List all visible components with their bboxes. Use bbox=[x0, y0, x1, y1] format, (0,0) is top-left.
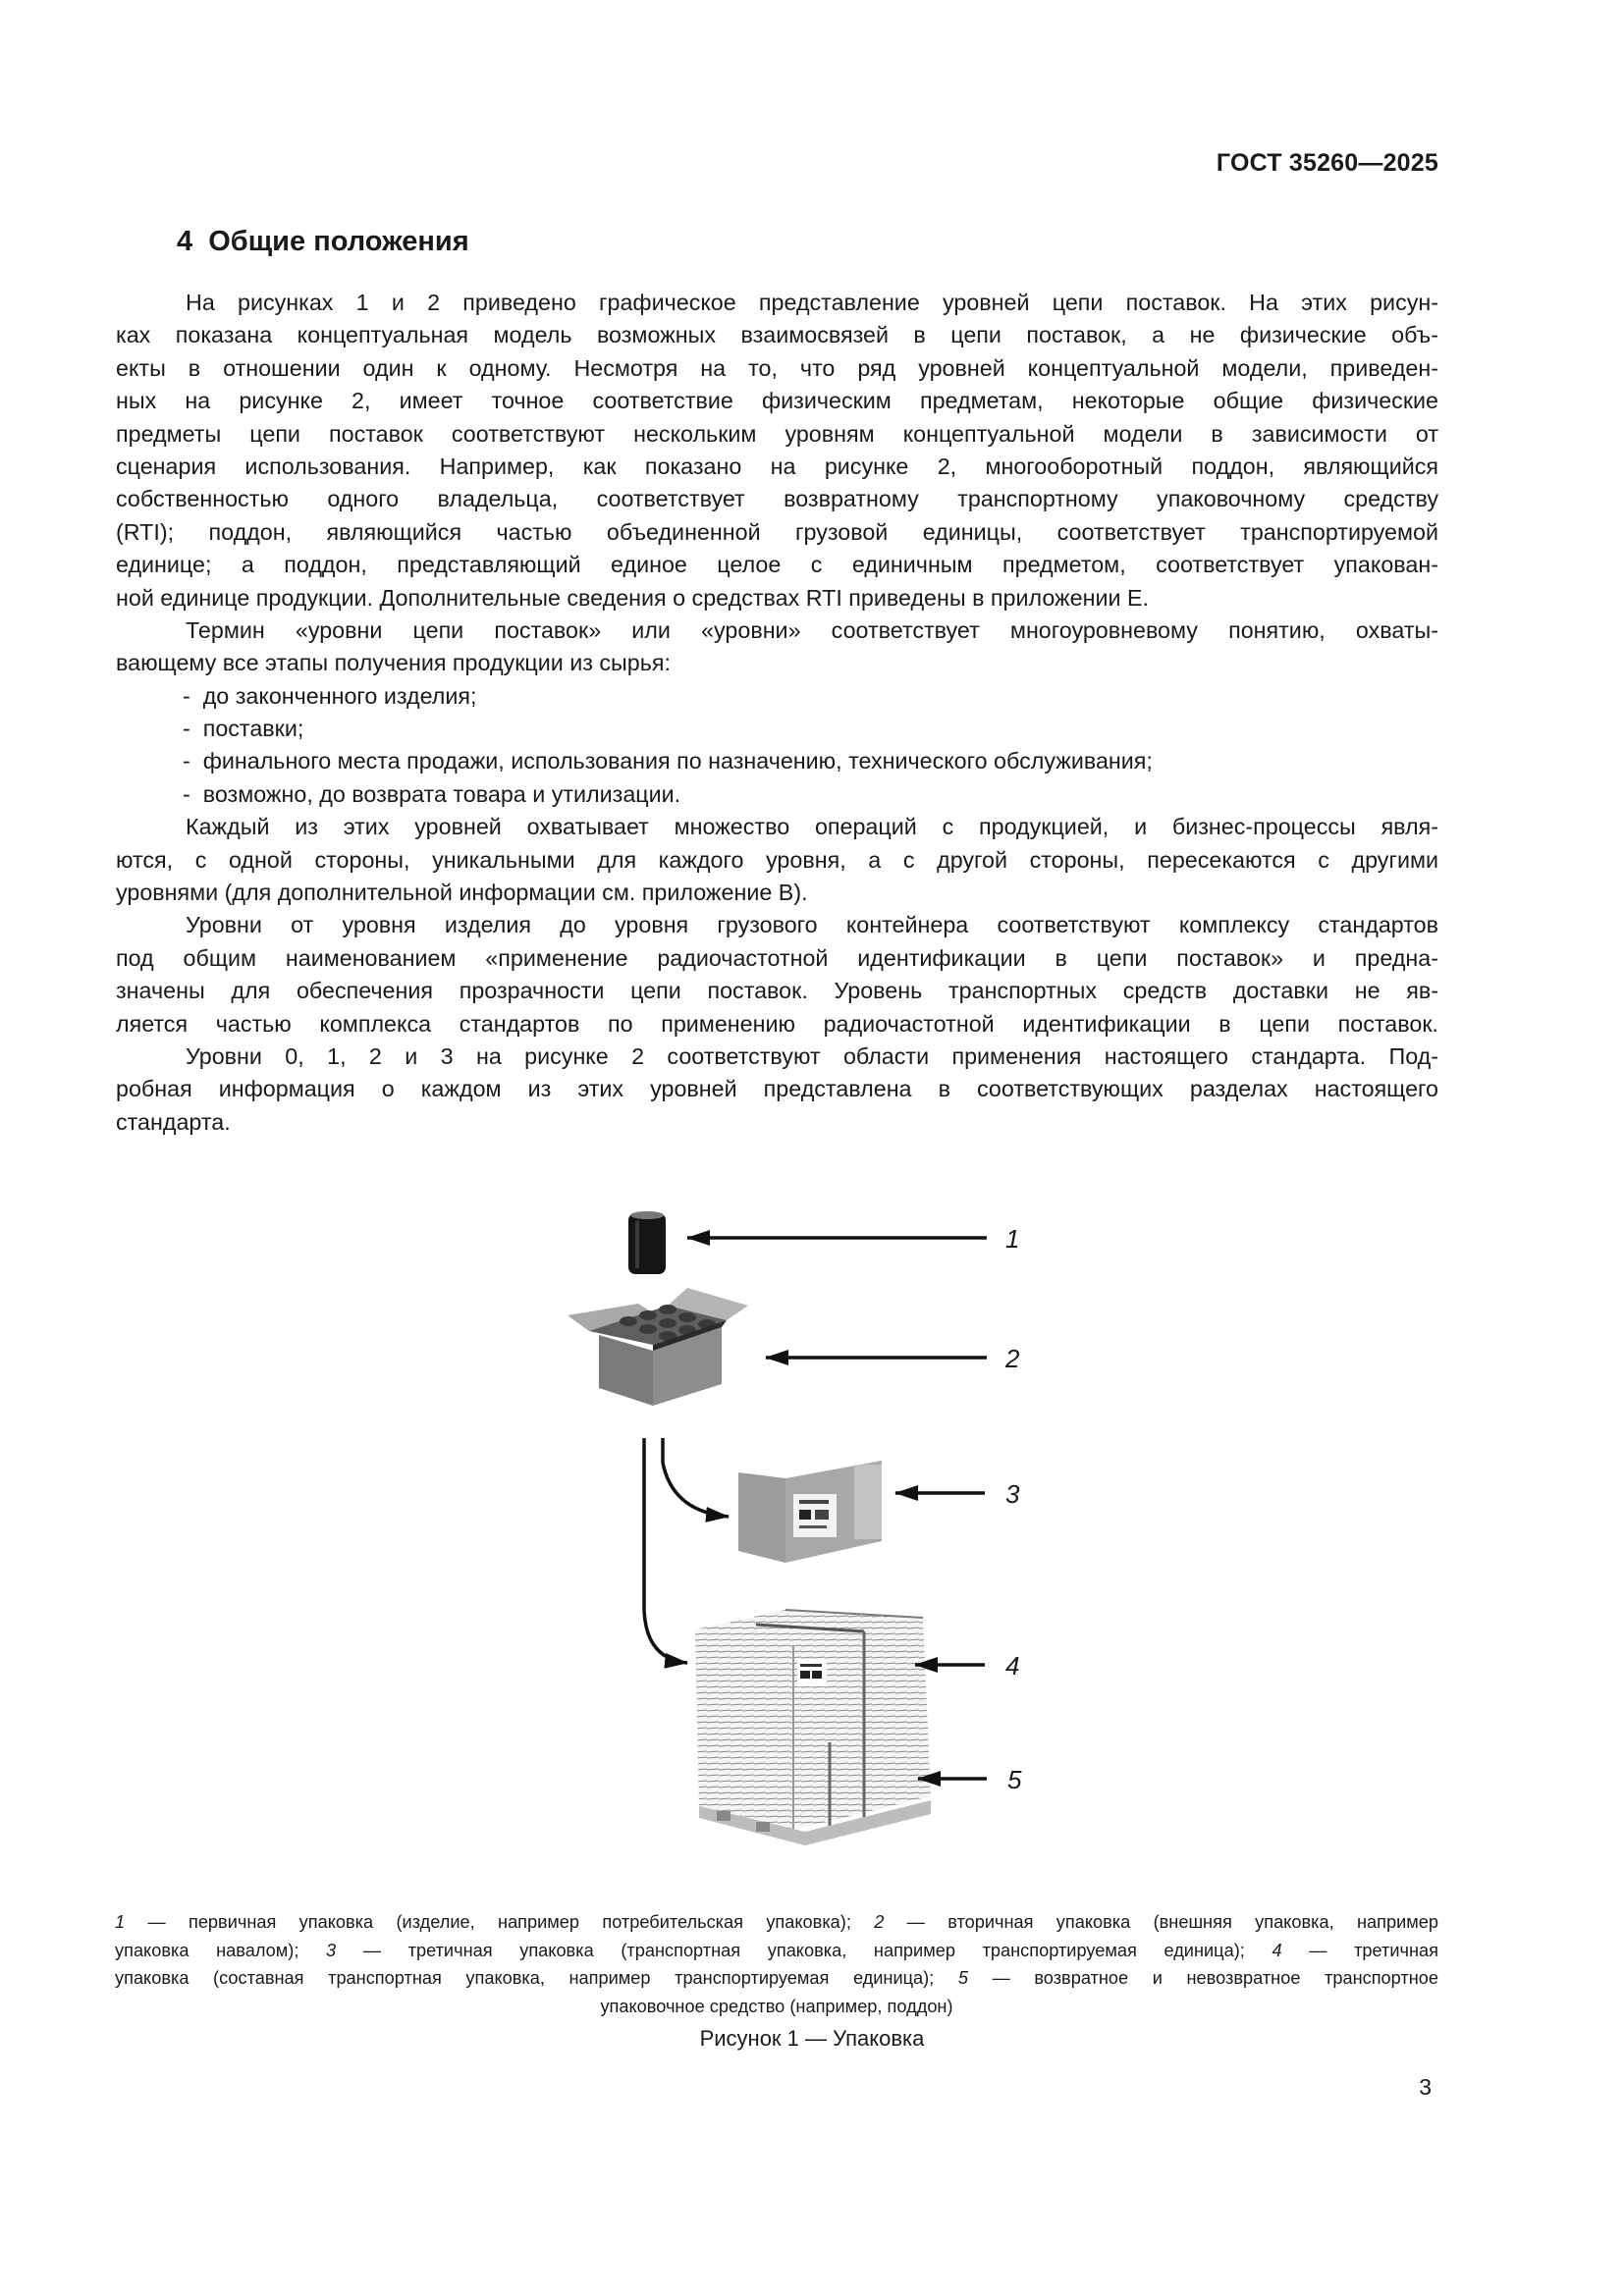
paragraph-line: уровнями (для дополнительной информации см. приложение В). bbox=[116, 880, 808, 906]
legend-number: 3 bbox=[326, 1940, 337, 1960]
legend-text: упаковка (составная транспортная упаковка, например транспортируемая единица); bbox=[115, 1968, 958, 1989]
paragraph-line: собственностью одного владельца, соответствует возвратному транспортному упаковочному средству bbox=[116, 486, 1438, 512]
paragraph-line: ляется частью комплекса стандартов по применению радиочастотной идентификации в цепи поставок. bbox=[116, 1010, 1438, 1037]
legend-text: — вторичная упаковка (внешняя упаковка, например bbox=[884, 1912, 1438, 1932]
paragraph-line: Термин «уровни цепи поставок» или «уровни» соответствует многоуровневому понятию, охваты- bbox=[186, 616, 1438, 643]
legend-line bbox=[115, 1908, 1438, 1937]
paragraph-line: екты в отношении один к одному. Несмотря на то, что ряд уровней концептуальной модели, приведен- bbox=[116, 354, 1438, 381]
open-box-icon bbox=[568, 1288, 748, 1406]
figure-label-5: 5 bbox=[1007, 1765, 1022, 1794]
figure-label-1: 1 bbox=[1005, 1224, 1020, 1254]
legend-line: упаковочное средство (например, поддон) bbox=[600, 1996, 953, 2016]
paragraph-line: Уровни от уровня изделия до уровня грузового контейнера соответствуют комплексу стандартов bbox=[186, 912, 1438, 938]
paragraph-line: робная информация о каждом из этих уровней представлена в соответствующих разделах настоящего bbox=[116, 1076, 1438, 1102]
carton-icon bbox=[738, 1461, 882, 1563]
paragraph-line: предметы цепи поставок соответствуют нескольким уровням концептуальной модели в зависимости от bbox=[116, 420, 1438, 447]
pallet-load-icon bbox=[695, 1610, 931, 1845]
paragraph-line: На рисунках 1 и 2 приведено графическое представление уровней цепи поставок. На этих рисун- bbox=[186, 290, 1438, 315]
list-item: - финального места продажи, использования по назначению, технического обслуживания; bbox=[183, 748, 1153, 774]
page-number: 3 bbox=[1419, 2074, 1432, 2100]
legend-text: — третичная упаковка (транспортная упаковка, например транспортируемая единица); bbox=[336, 1940, 1272, 1960]
figure-title: Рисунок 1 — Упаковка bbox=[699, 2026, 925, 2051]
body-text bbox=[116, 287, 1438, 1139]
list-item: - до законченного изделия; bbox=[183, 682, 477, 709]
legend-number: 4 bbox=[1272, 1940, 1282, 1960]
legend-number: 1 bbox=[115, 1912, 126, 1932]
paragraph-line: Каждый из этих уровней охватывает множество операций с продукцией, и бизнес-процессы явля- bbox=[186, 814, 1438, 840]
paragraph-line: вающему все этапы получения продукции из сырья: bbox=[116, 650, 671, 676]
figure-packaging bbox=[0, 1178, 1624, 1885]
paragraph-line: ной единице продукции. Дополнительные сведения о средствах RTI приведены в приложении Е. bbox=[116, 584, 1149, 611]
paragraph-line: ются, с одной стороны, уникальными для каждого уровня, а с другой стороны, пересекаются с другими bbox=[116, 846, 1438, 873]
list-item: - возможно, до возврата товара и утилизации. bbox=[183, 780, 681, 807]
figure-label-3: 3 bbox=[1005, 1479, 1020, 1509]
legend-text: упаковка навалом); bbox=[115, 1940, 327, 1960]
paragraph-line: ных на рисунке 2, имеет точное соответствие физическим предметам, некоторые общие физические bbox=[116, 388, 1438, 414]
paragraph-line: Уровни 0, 1, 2 и 3 на рисунке 2 соответствуют области применения настоящего стандарта. Под- bbox=[186, 1042, 1438, 1069]
legend-text: — третичная bbox=[1281, 1940, 1439, 1960]
figure-label-4: 4 bbox=[1005, 1651, 1020, 1681]
paragraph-line: сценария использования. Например, как показано на рисунке 2, многооборотный поддон, являющийся bbox=[116, 453, 1438, 479]
legend-line bbox=[115, 1964, 1438, 1993]
legend-number: 5 bbox=[957, 1968, 968, 1989]
document-code: ГОСТ 35260—2025 bbox=[1216, 149, 1438, 177]
connector-to-carton bbox=[663, 1438, 729, 1517]
can-icon bbox=[628, 1211, 666, 1274]
list-item: - поставки; bbox=[183, 716, 304, 742]
legend-text: — первичная упаковка (изделие, например потребительская упаковка); bbox=[125, 1912, 875, 1932]
paragraph-line: ках показана концептуальная модель возможных взаимосвязей в цепи поставок, а не физические объ- bbox=[116, 322, 1438, 348]
figure-legend bbox=[115, 1908, 1438, 2020]
section-heading: 4 Общие положения bbox=[177, 226, 469, 257]
paragraph-line: единице; а поддон, представляющий единое целое с единичным предметом, соответствует упакован- bbox=[116, 552, 1438, 578]
paragraph-line: (RTI); поддон, являющийся частью объединенной грузовой единицы, соответствует транспортируемой bbox=[116, 518, 1438, 545]
paragraph-line: значены для обеспечения прозрачности цепи поставок. Уровень транспортных средств доставки не яв- bbox=[116, 978, 1438, 1004]
figure-label-2: 2 bbox=[1005, 1344, 1020, 1373]
paragraph-line: стандарта. bbox=[116, 1108, 231, 1135]
legend-text: — возвратное и невозвратное транспортное bbox=[967, 1968, 1438, 1989]
legend-number: 2 bbox=[874, 1912, 885, 1932]
paragraph-line: под общим наименованием «применение радиочастотной идентификации в цепи поставок» и предна- bbox=[116, 944, 1438, 971]
legend-line bbox=[115, 1937, 1438, 1965]
